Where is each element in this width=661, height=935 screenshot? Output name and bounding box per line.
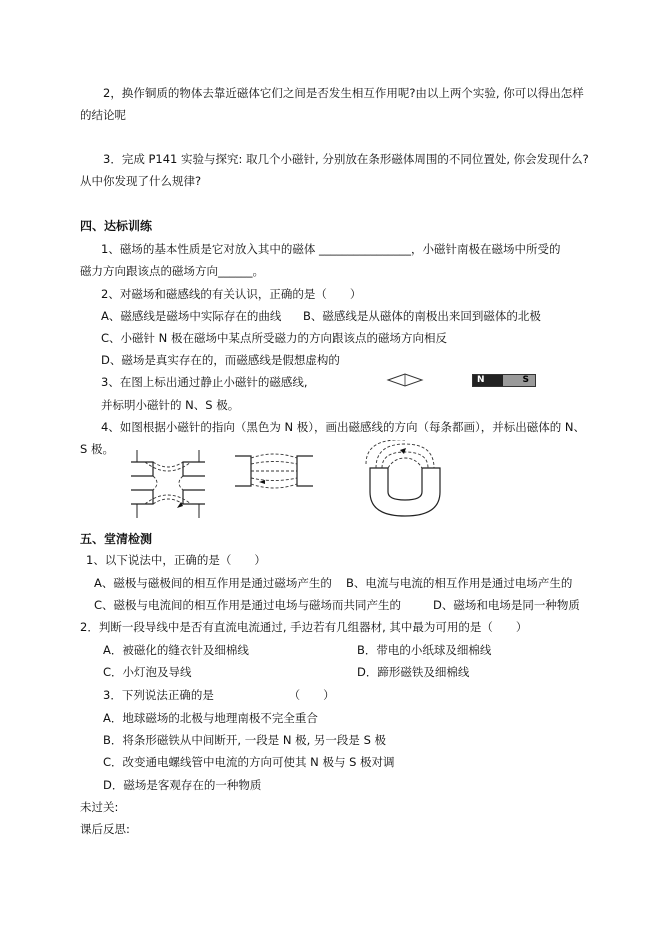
s4-q1-line2: 磁力方向跟该点的磁场方向______。 [80, 264, 264, 278]
q3-line1: 3．完成 P141 实验与探究: 取几个小磁针, 分别放在条形磁体周围的不同位置处, 你会发现什么? [103, 152, 589, 166]
s5-q2-option-a: A．被磁化的缝衣针及细棉线 [103, 643, 249, 657]
s5-q3-stem: 3．下列说法正确的是 （ ） [103, 688, 335, 702]
s4-q3-line1: 3、在图上标出通过静止小磁针的磁感线, [101, 375, 308, 389]
s5-q1-stem: 1、以下说法中，正确的是（ ） [86, 553, 266, 567]
horseshoe-magnet-figure [364, 440, 446, 520]
s5-q1-option-b: B、电流与电流的相互作用是通过电场产生的 [346, 576, 573, 590]
s4-q4-line2: S 极。 [80, 442, 114, 456]
s4-q2-option-d: D、磁场是真实存在的，而磁感线是假想虚构的 [101, 353, 340, 367]
s5-q3-option-c: C．改变通电螺线管中电流的方向可使其 N 极与 S 极对调 [103, 755, 395, 769]
s5-q3-option-d: D．磁场是客观存在的一种物质 [103, 778, 262, 792]
s5-q1-option-c: C、磁极与电流间的相互作用是通过电场与磁场而共同产生的 [94, 598, 402, 612]
bar-magnet-n-pole: N [473, 375, 503, 386]
bar-magnet-s-pole: S [503, 375, 535, 386]
s5-q1-option-a: A、磁极与磁极间的相互作用是通过磁场产生的 [94, 576, 332, 590]
s5-q3-option-a: A．地球磁场的北极与地理南极不完全重合 [103, 711, 318, 725]
s5-q1-option-d: D、磁场和电场是同一种物质 [433, 598, 580, 612]
compass-needle-figure [386, 372, 424, 388]
facing-magnets-figure [125, 450, 211, 520]
bar-magnet-figure [472, 374, 536, 387]
s4-q4-line1: 4、如图根据小磁针的指向（黑色为 N 极），画出磁感线的方向（每条都画），并标出磁体的 N、 [101, 420, 585, 434]
section5-title: 五、堂清检测 [80, 532, 153, 546]
s4-q2-option-b: B、磁感线是从磁体的南极出来回到磁体的北极 [303, 309, 541, 323]
s4-q1-line1: 1、磁场的基本性质是它对放入其中的磁体 ________________，小磁针南极在磁场中所受的 [101, 242, 561, 256]
s4-q2-option-c: C、小磁针 N 极在磁场中某点所受磁力的方向跟该点的磁场方向相反 [101, 331, 447, 345]
reflection-label: 课后反思: [80, 822, 130, 836]
opposite-magnets-figure [233, 450, 315, 492]
q2-line2: 的结论呢 [80, 108, 126, 122]
s5-q2-stem: 2．判断一段导线中是否有直流电流通过, 手边若有几组器材, 其中最为可用的是（ ） [80, 620, 528, 634]
s4-q3-line2: 并标明小磁针的 N、S 极。 [101, 398, 240, 412]
s5-q2-option-b: B．带电的小纸球及细棉线 [357, 643, 492, 657]
s5-q3-option-b: B．将条形磁铁从中间断开, 一段是 N 极, 另一段是 S 极 [103, 733, 387, 747]
s5-q2-option-c: C．小灯泡及导线 [103, 665, 192, 679]
section4-title: 四、达标训练 [80, 219, 153, 233]
s4-q2-option-a: A、磁感线是磁场中实际存在的曲线 [101, 309, 282, 323]
q2-line1: 2，换作铜质的物体去靠近磁体它们之间是否发生相互作用呢?由以上两个实验, 你可以得出怎样 [103, 86, 584, 100]
s4-q2-stem: 2、对磁场和磁感线的有关认识，正确的是（ ） [101, 287, 362, 301]
s5-q2-option-d: D．蹄形磁铁及细棉线 [357, 665, 470, 679]
not-passed-label: 未过关: [80, 800, 119, 814]
q3-line2: 从中你发现了什么规律? [80, 174, 202, 188]
